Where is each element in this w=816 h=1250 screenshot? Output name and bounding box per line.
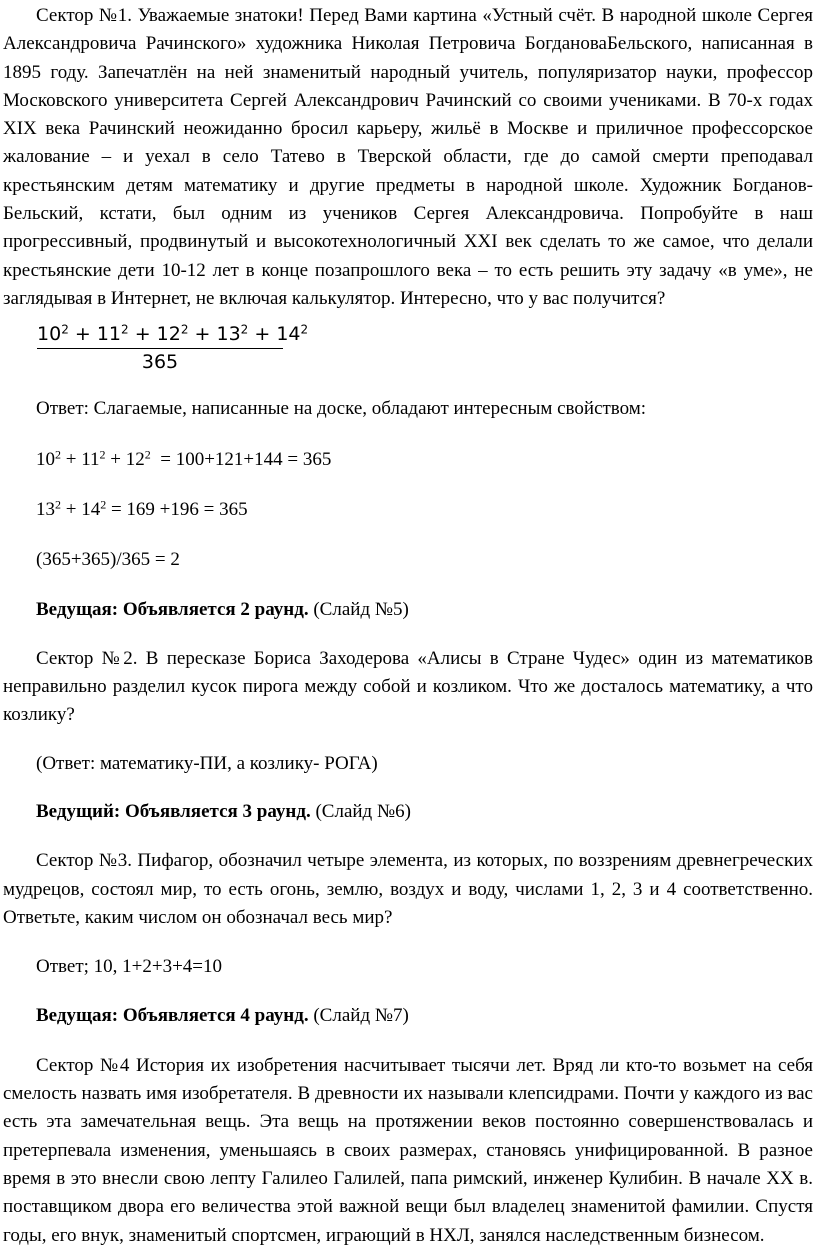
round-3-announcement: Ведущий: Объявляется 3 раунд. (Слайд №6) xyxy=(36,800,411,822)
answer-1-intro: Ответ: Слагаемые, написанные на доске, обладают интересным свойством: xyxy=(36,398,647,420)
answer-1-line-1: $10^2 + 11^2 + 12^2 = 100+121+144 = 365$ xyxy=(36,446,332,470)
sector-2-paragraph: Сектор №2. В пересказе Бориса Заходерова «Алисы в Стране Чудес» один из математиков неправильно разделил кусок пирога между собой и козликом. Что же досталось математику, а что козлику? xyxy=(3,647,813,726)
sector-3-answer: Ответ; 10, 1+2+3+4=10 xyxy=(36,956,223,978)
formula-term: $10^2$ xyxy=(37,322,69,346)
sector-4-paragraph: Сектор №4 История их изобретения насчитывает тысячи лет. Вряд ли кто-то возьмет на себя смелость назвать имя изобретателя. В древности их называли клепсидрами. Почти у каждого из вас есть эта замечательная вещь. Эта вещь на протяжении веков постоянно совершенствовалась и претерпевала изменения, уменьшаясь в своих размерах, становясь унифицированной. В разное время в это внесли свою лепту Галилео Галилей, папа римский, инженер Кулибин. В начале XX в. поставщиком двора его величества этой важной вещи был владелец знаменитой фамилии. Спустя годы, его внук, знаменитый спортсмен, играющий в НХЛ, занялся наследственным бизнесом. xyxy=(3,1054,813,1246)
formula-term: $12^2$ xyxy=(156,322,189,346)
answer-1-line-2: $13^2 + 14^2 = 169 +196 = 365$ xyxy=(36,497,248,520)
sector-2-answer: (Ответ: математику-ПИ, а козлику- РОГА) xyxy=(36,752,378,774)
round-4-announcement: Ведущая: Объявляется 4 раунд. (Слайд №7) xyxy=(36,1005,409,1027)
fraction-numerator: $10^2 + 11^2 + 12^2 + 13^2 + 14^2$ xyxy=(37,322,309,346)
document-page xyxy=(3,2,813,1250)
round-2-announcement: Ведущая: Объявляется 2 раунд. (Слайд №5) xyxy=(36,599,409,621)
formula-term: $14^2$ xyxy=(276,322,309,346)
fraction-denominator: 365 xyxy=(141,351,179,374)
fraction-formula xyxy=(37,322,309,374)
sector-1-paragraph: Сектор №1. Уважаемые знатоки! Перед Вами картина «Устный счёт. В народной школе Сергея Александровича Рачинского» художника Николая Петровича БогдановаБельского, написанная в 1895 году. Запечатлён на ней знаменитый народный учитель, популяризатор науки, профессор Московского университета Сергей Александрович Рачинский со своими учениками. В 70-х годах XIX века Рачинский неожиданно бросил карьеру, жильё в Москве и приличное профессорское жалование – и уехал в село Татево в Тверской области, где до самой смерти преподавал крестьянским детям математику и другие предметы в народной школе. Художник Богданов-Бельский, кстати, был одним из учеников Сергея Александровича. Попробуйте в наш прогрессивный, продвинутый и высокотехнологичный XXI век сделать то же самое, что делали крестьянские дети 10-12 лет в конце позапрошлого века – то есть решить эту задачу «в уме», не заглядывая в Интернет, не включая калькулятор. Интересно, что у вас получится? xyxy=(3,5,813,309)
formula-term: $11^2$ xyxy=(96,322,129,346)
answer-1-line-3: (365+365)/365 = 2 xyxy=(36,549,180,571)
sector-3-paragraph: Сектор №3. Пифагор, обозначил четыре элемента, из которых, по воззрениям древнегреческих мудрецов, состоял мир, то есть огонь, землю, воздух и воду, числами 1, 2, 3 и 4 соответственно. Ответьте, каким числом он обозначал весь мир? xyxy=(3,850,813,928)
formula-term: $13^2$ xyxy=(216,322,249,346)
